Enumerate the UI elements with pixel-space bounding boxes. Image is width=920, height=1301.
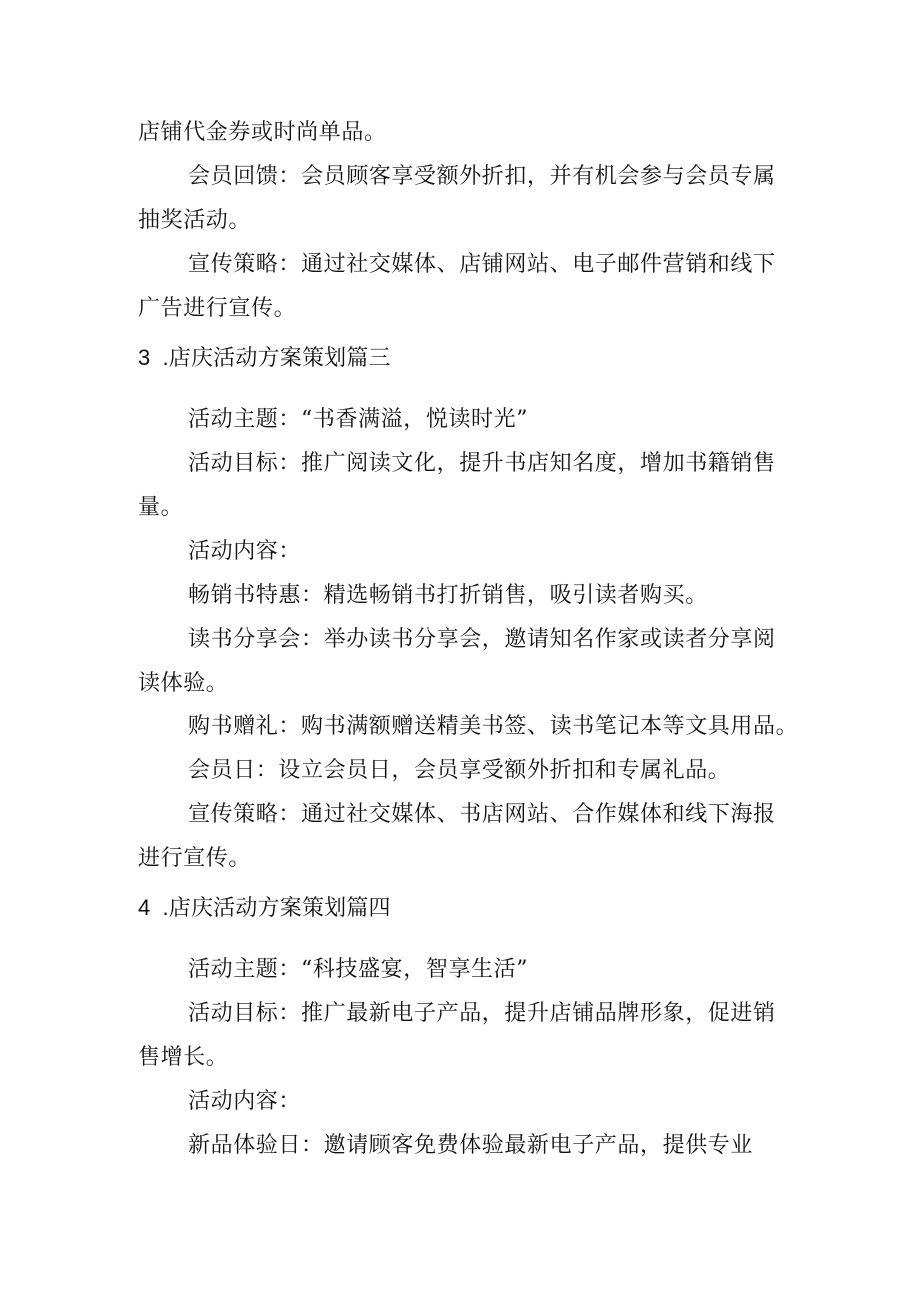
paragraph-line: 会员日：设立会员日，会员享受额外折扣和专属礼品。 xyxy=(188,758,731,783)
paragraph-line: 活动主题：“书香满溢，悦读时光” xyxy=(188,407,529,432)
paragraph-line: 广告进行宣传。 xyxy=(138,296,297,321)
paragraph-line: 进行宣传。 xyxy=(138,846,252,871)
paragraph-line: 活动目标：推广阅读文化，提升书店知名度，增加书籍销售 xyxy=(188,451,776,476)
paragraph-line: 售增长。 xyxy=(138,1045,229,1070)
paragraph-line: 购书赠礼：购书满额赠送精美书签、读书笔记本等文具用品。 xyxy=(188,714,799,739)
section-title: .店庆活动方案策划篇三 xyxy=(162,345,391,370)
paragraph-line: 活动目标：推广最新电子产品，提升店铺品牌形象，促进销 xyxy=(188,1001,776,1026)
paragraph-line: 宣传策略：通过社交媒体、店铺网站、电子邮件营销和线下 xyxy=(188,252,776,277)
section-heading xyxy=(138,893,391,923)
paragraph-line: 畅销书特惠：精选畅销书打折销售，吸引读者购买。 xyxy=(188,583,708,608)
paragraph-line: 量。 xyxy=(138,495,184,520)
paragraph-line: 新品体验日：邀请顾客免费体验最新电子产品，提供专业 xyxy=(188,1133,754,1158)
paragraph-line: 读体验。 xyxy=(138,671,229,696)
paragraph-line: 活动内容： xyxy=(188,1089,302,1114)
section-title: .店庆活动方案策划篇四 xyxy=(162,895,391,920)
paragraph-line: 读书分享会：举办读书分享会，邀请知名作家或读者分享阅 xyxy=(188,627,776,652)
paragraph-line: 店铺代金券或时尚单品。 xyxy=(138,120,387,145)
paragraph-line: 宣传策略：通过社交媒体、书店网站、合作媒体和线下海报 xyxy=(188,802,776,827)
paragraph-line: 活动内容： xyxy=(188,539,302,564)
section-number: 3 xyxy=(138,345,151,370)
section-number: 4 xyxy=(138,895,151,920)
paragraph-line: 活动主题：“科技盛宴，智享生活” xyxy=(188,957,529,982)
paragraph-line: 会员回馈：会员顾客享受额外折扣，并有机会参与会员专属 xyxy=(188,164,776,189)
section-heading xyxy=(138,343,391,373)
paragraph-line: 抽奖活动。 xyxy=(138,208,252,233)
